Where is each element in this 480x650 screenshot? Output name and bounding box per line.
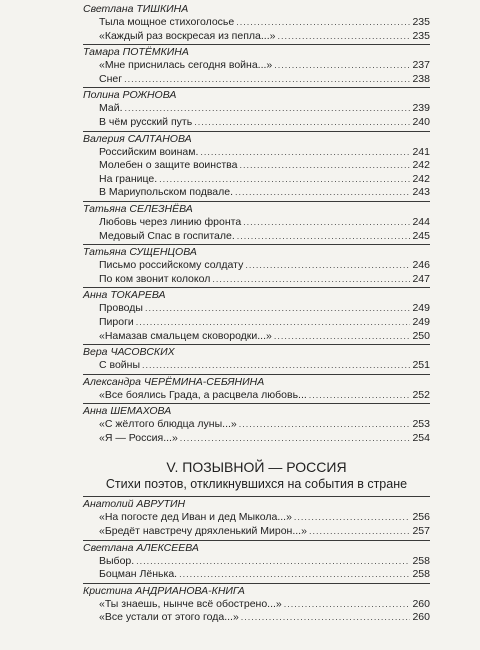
dot-leader [236,16,410,30]
page-number: 260 [412,611,430,624]
page-number: 252 [412,388,430,401]
toc-entry [83,389,430,403]
toc-entry [83,173,430,187]
page-number: 242 [412,172,430,185]
author-name: Татьяна СУЩЕНЦОВА [83,244,430,259]
toc-entry [83,611,430,625]
entry-title: Письмо российскому солдату [99,259,244,272]
dot-leader [241,611,411,625]
dot-leader [145,302,411,316]
page-number: 245 [412,229,430,242]
page-number: 235 [412,16,430,28]
page-number: 249 [412,315,430,328]
toc-entry [83,30,430,44]
entry-title: В Мариупольском подвале. [99,186,234,199]
section-heading [83,459,430,492]
dot-leader [239,418,411,432]
dot-leader [179,568,410,582]
page-number: 251 [412,359,430,372]
entry-title: Любовь через линию фронта [99,215,242,228]
page-number: 242 [412,159,430,172]
author-name: Анна ШЕМАХОВА [83,403,430,418]
dot-leader [309,389,411,403]
page-number: 258 [412,554,430,567]
entry-title: «Все устали от этого года...» [99,611,239,624]
page-number: 243 [412,186,430,199]
toc-entry [83,230,430,244]
dot-leader [277,30,410,44]
entry-title: «Мне приснилась сегодня война...» [99,59,273,72]
page-number: 244 [412,215,430,228]
entry-title: Боцман Лёнька. [99,568,178,581]
entry-title: Проводы [99,302,143,315]
dot-leader [235,186,410,200]
page-number: 238 [412,72,430,85]
toc-entry [83,359,430,373]
author-name: Татьяна СЕЛЕЗНЁВА [83,201,430,216]
entry-title: Пироги [99,315,134,328]
dot-leader [125,102,411,116]
toc-entry [83,316,430,330]
dot-leader [136,555,410,569]
author-name: Светлана ТИШКИНА [83,3,189,15]
toc-entry [83,59,430,73]
toc-entry [83,330,430,344]
dot-leader [136,316,411,330]
dot-leader [294,511,411,525]
toc-entry [83,598,430,612]
author-name: Валерия САЛТАНОВА [83,131,430,146]
entry-title: По ком звонит колокол [99,272,211,285]
dot-leader [237,230,411,244]
entry-title: Медовый Спас в госпитале. [99,229,235,242]
entry-title: Тыла мощное стихоголосье [99,16,235,28]
author-name: Вера ЧАСОВСКИХ [83,344,430,359]
page-number: 237 [412,59,430,72]
entry-title: «Ты знаешь, нынче всё обострено...» [99,597,282,610]
toc-entry [83,73,430,87]
page-number: 256 [412,511,430,524]
toc-entry [83,432,430,446]
dot-leader [159,173,410,187]
author-name: Анатолий АВРУТИН [83,496,430,511]
toc-entry [83,418,430,432]
page-number: 235 [412,29,430,42]
author-name: Александра ЧЕРЁМИНА-СЕБЯНИНА [83,374,430,389]
toc-entry [83,511,430,525]
toc-entry [83,525,430,539]
page-number: 254 [412,431,430,444]
entry-title: Молебен о защите воинства [99,159,238,172]
page-number: 260 [412,597,430,610]
toc-entry [83,555,430,569]
page-number: 258 [412,568,430,581]
dot-leader [274,59,410,73]
page-number: 239 [412,102,430,115]
page-number: 246 [412,259,430,272]
author-name: Кристина АНДРИАНОВА-КНИГА [83,583,430,598]
toc-entry [83,302,430,316]
toc-entry [83,116,430,130]
entry-title: Май. [99,102,123,115]
entry-title: Снег [99,72,123,85]
dot-leader [180,432,411,446]
toc-entry [83,16,430,30]
toc-entry [83,159,430,173]
dot-leader [142,359,410,373]
author-name: Анна ТОКАРЕВА [83,287,430,302]
page-number: 253 [412,418,430,431]
entry-title: В чём русский путь [99,115,193,128]
entry-title: «Каждый раз воскресая из пепла...» [99,29,276,42]
toc-entry [83,568,430,582]
dot-leader [274,330,411,344]
dot-leader [124,73,410,87]
entry-title: Выбор. [99,554,135,567]
entry-title: «Все боялись Града, а расцвела любовь... [99,388,307,401]
dot-leader [243,216,410,230]
author-name: Светлана АЛЕКСЕЕВА [83,540,430,555]
entry-title: «Я — Россия...» [99,431,178,444]
toc-entry [83,216,430,230]
entry-title: «На погосте дед Иван и дед Мыкола...» [99,511,292,524]
dot-leader [212,273,410,287]
author-name: Тамара ПОТЁМКИНА [83,44,430,59]
dot-leader [284,598,411,612]
toc-entry [83,259,430,273]
page-number: 241 [412,145,430,158]
entry-title: С войны [99,359,141,372]
dot-leader [200,146,410,160]
entry-title: «С жёлтого блюдца луны...» [99,418,237,431]
page-number: 257 [412,525,430,538]
page-number: 240 [412,115,430,128]
dot-leader [309,525,411,539]
toc-entry [83,102,430,116]
toc-entry [83,186,430,200]
page-number: 249 [412,302,430,315]
page-number: 247 [412,272,430,285]
dot-leader [239,159,410,173]
entry-title: «Бредёт навстречу дряхленький Мирон...» [99,525,307,538]
section-title: V. ПОЗЫВНОЙ — РОССИЯ [166,459,347,476]
section-subtitle: Стихи поэтов, откликнувшихся на события в стране [105,477,408,492]
entry-title: На границе. [99,172,158,185]
dot-leader [245,259,410,273]
entry-title: Российским воинам. [99,145,199,158]
dot-leader [194,116,410,130]
toc-entry [83,146,430,160]
toc-entry [83,273,430,287]
entry-title: «Намазав смальцем сковородки...» [99,329,272,342]
author-name: Полина РОЖНОВА [83,87,430,102]
page-number: 250 [412,329,430,342]
